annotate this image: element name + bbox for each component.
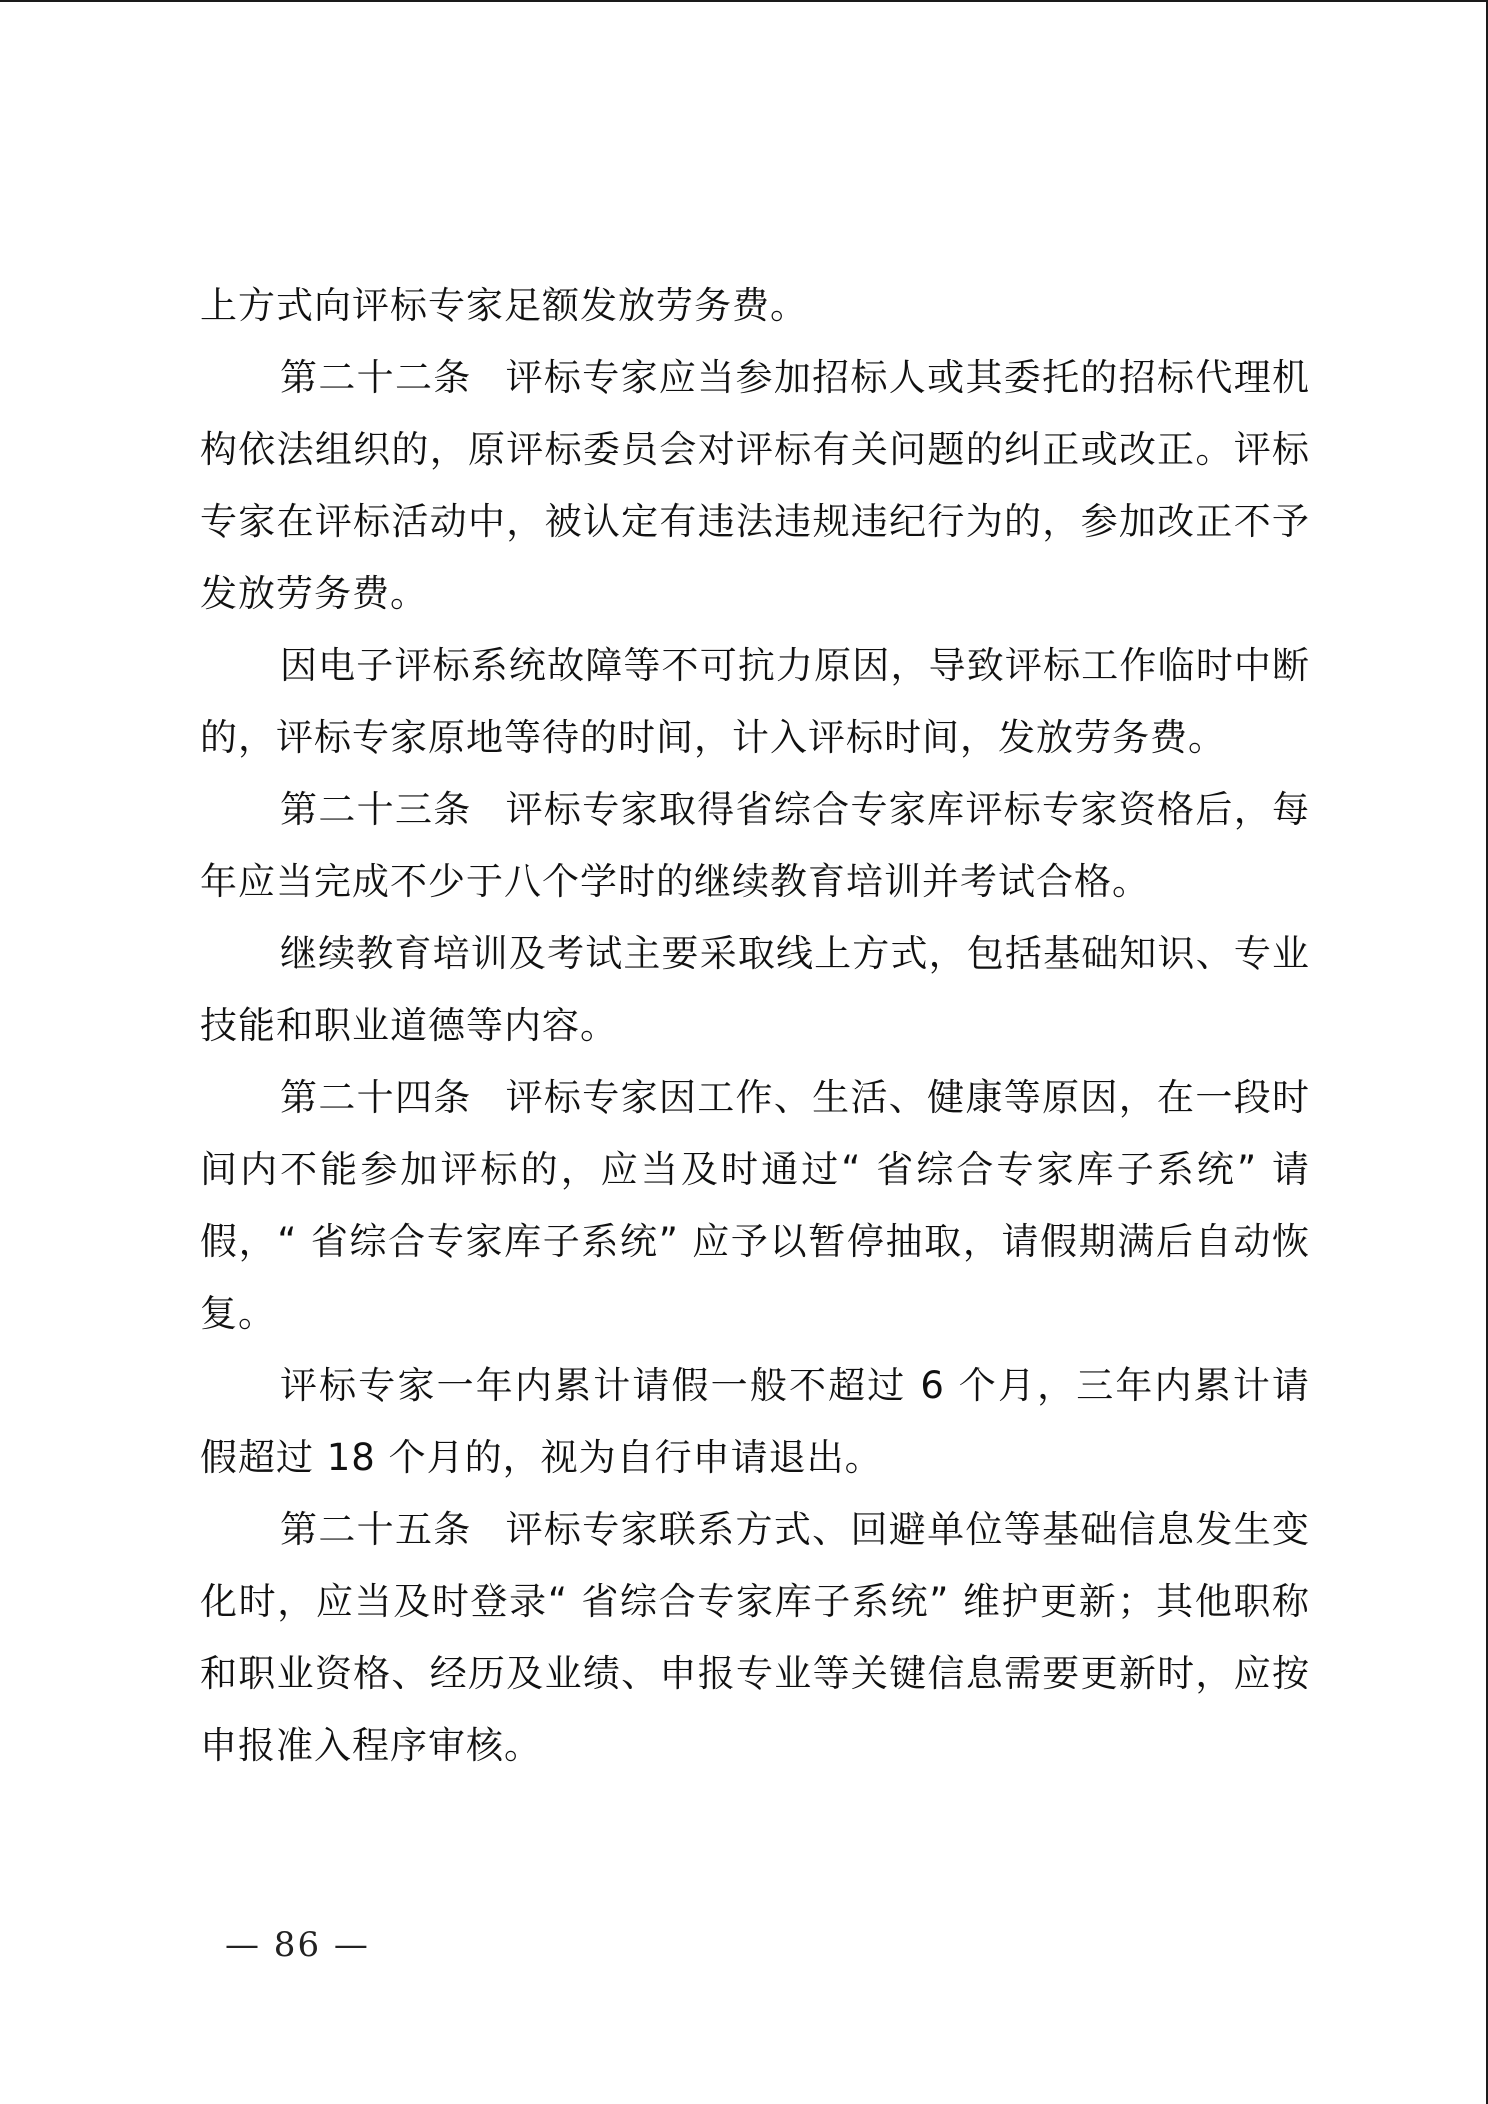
page-number: — 86 — bbox=[225, 1925, 370, 1965]
paragraph-text: 评标专家取得省综合专家库评标专家资格后，每年应当完成不少于八个学时的继续教育培训并考试合格。 bbox=[200, 788, 1311, 903]
article-number: 第二十三条 bbox=[280, 788, 472, 831]
paragraph-3 bbox=[200, 630, 1310, 774]
paragraph-7 bbox=[200, 1350, 1310, 1494]
article-number: 第二十四条 bbox=[280, 1076, 472, 1119]
paragraph-article-25 bbox=[200, 1494, 1310, 1782]
paragraph-article-24 bbox=[200, 1062, 1310, 1350]
paragraph-text: 评标专家应当参加招标人或其委托的招标代理机构依法组织的，原评标委员会对评标有关问题的纠正或改正。评标专家在评标活动中，被认定有违法违规违纪行为的，参加改正不予发放劳务费。 bbox=[200, 356, 1311, 615]
paragraph-article-23 bbox=[200, 774, 1310, 918]
paragraph-text: 评标专家因工作、生活、健康等原因，在一段时间内不能参加评标的，应当及时通过“ 省综合专家库子系统” 请假，“ 省综合专家库子系统” 应予以暂停抽取，请假期满后自动恢复。 bbox=[200, 1076, 1311, 1335]
paragraph-1 bbox=[200, 270, 1310, 342]
paragraph-text: 上方式向评标专家足额发放劳务费。 bbox=[200, 284, 808, 327]
paragraph-text: 因电子评标系统故障等不可抗力原因，导致评标工作临时中断的，评标专家原地等待的时间，计入评标时间，发放劳务费。 bbox=[200, 644, 1310, 759]
paragraph-text: 继续教育培训及考试主要采取线上方式，包括基础知识、专业技能和职业道德等内容。 bbox=[200, 932, 1310, 1047]
article-number: 第二十五条 bbox=[280, 1508, 472, 1551]
paragraph-article-22 bbox=[200, 342, 1310, 630]
article-number: 第二十二条 bbox=[280, 356, 472, 399]
document-body bbox=[200, 270, 1310, 1782]
page-edge-top bbox=[0, 0, 1488, 2]
paragraph-text: 评标专家联系方式、回避单位等基础信息发生变化时，应当及时登录“ 省综合专家库子系统” 维护更新；其他职称和职业资格、经历及业绩、申报专业等关键信息需要更新时，应按申报准入程序审核。 bbox=[200, 1508, 1311, 1767]
paragraph-5 bbox=[200, 918, 1310, 1062]
paragraph-text: 评标专家一年内累计请假一般不超过 6 个月，三年内累计请假超过 18 个月的，视为自行申请退出。 bbox=[200, 1364, 1310, 1479]
